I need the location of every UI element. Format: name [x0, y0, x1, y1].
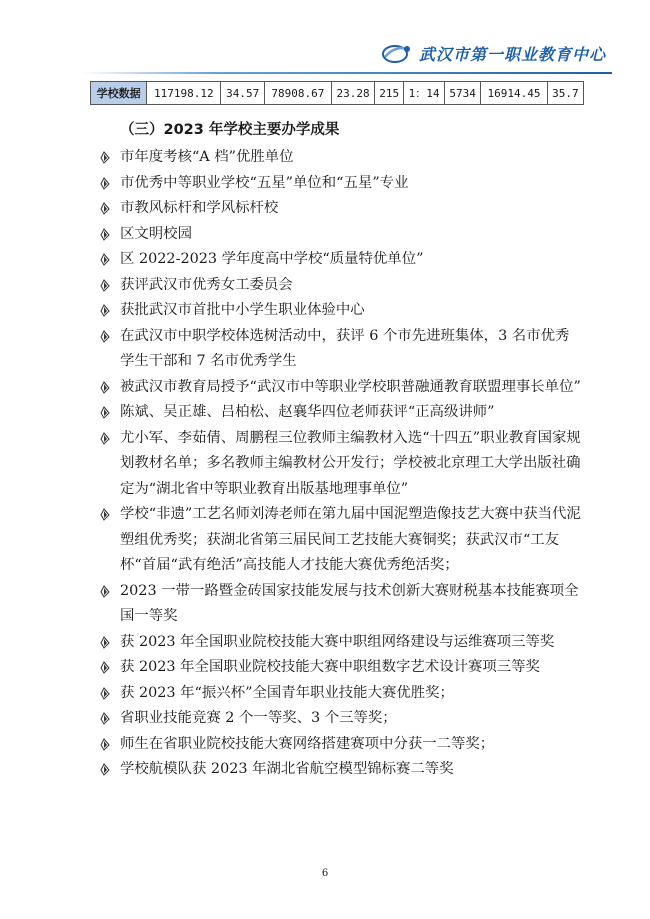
achievement-text: 省职业技能竞赛 2 个一等奖、3 个三等奖； — [120, 710, 397, 726]
achievement-text: 尤小军、李茹倩、周鹏程三位教师主编教材入选“十四五”职业教育国家规划教材名单；多名教师主编教材公开发行；学校被北京理工大学出版社确定为“湖北省中等职业教育出版基地理事单位” — [120, 429, 581, 497]
table-cell: 23.28 — [331, 82, 375, 105]
diamond-bullet-icon — [99, 330, 111, 343]
list-item — [0, 681, 582, 707]
list-item — [0, 375, 582, 401]
table-cell: 34.57 — [221, 82, 265, 105]
diamond-bullet-icon — [99, 738, 111, 751]
diamond-bullet-icon — [99, 151, 111, 164]
diamond-bullet-icon — [99, 381, 111, 394]
table-row — [91, 82, 584, 105]
achievement-text: 学校“非遗”工艺名师刘涛老师在第九届中国泥塑造像技艺大赛中获当代泥塑组优秀奖；获湖北省第三届民间工艺技能大赛铜奖；获武汉市“工友杯“首届“武有绝活”高技能人才技能大赛优秀绝活奖； — [120, 506, 581, 573]
diamond-bullet-icon — [99, 304, 111, 317]
table-cell: 215 — [375, 82, 404, 105]
list-item — [0, 247, 582, 273]
list-item — [0, 502, 582, 579]
achievement-text: 被武汉市教育局授予“武汉市中等职业学校职普融通教育联盟理事长单位” — [120, 378, 581, 395]
table-cell: 117198.12 — [147, 82, 221, 105]
diamond-bullet-icon — [99, 585, 111, 598]
list-item — [0, 324, 582, 375]
page-number: 6 — [321, 868, 329, 879]
table-row-header: 学校数据 — [91, 82, 147, 105]
achievement-text: 获 2023 年全国职业院校技能大赛中职组网络建设与运维赛项三等奖 — [120, 633, 555, 650]
list-item — [0, 222, 582, 248]
achievement-text: 区 2022-2023 学年度高中学校“质量特优单位” — [120, 251, 424, 267]
diamond-bullet-icon — [99, 228, 111, 241]
diamond-bullet-icon — [99, 508, 111, 521]
achievement-text: 获 2023 年全国职业院校技能大赛中职组数字艺术设计赛项三等奖 — [120, 659, 540, 675]
diamond-bullet-icon — [99, 279, 111, 292]
school-data-table — [90, 81, 584, 105]
achievement-text: 在武汉市中职学校体选树活动中，获评 6 个市先进班集体，3 名市优秀学生干部和 7 名市优秀学生 — [120, 327, 570, 369]
list-item — [0, 196, 582, 222]
list-item — [0, 273, 582, 299]
list-item — [0, 732, 582, 758]
school-emblem-icon — [381, 41, 413, 65]
table-cell: 35.7 — [547, 82, 583, 105]
list-item — [0, 171, 582, 197]
list-item — [0, 630, 582, 656]
achievement-text: 市优秀中等职业学校“五星”单位和“五星”专业 — [120, 174, 409, 191]
table-cell: 16914.45 — [481, 82, 548, 105]
achievement-text: 获评武汉市优秀女工委员会 — [120, 276, 293, 293]
achievement-text: 2023 一带一路暨金砖国家技能发展与技术创新大赛财税基本技能赛项全国一等奖 — [120, 582, 579, 624]
header-divider — [82, 72, 612, 74]
page-header — [381, 36, 606, 70]
diamond-bullet-icon — [99, 763, 111, 776]
list-item — [0, 655, 582, 681]
achievement-text: 市教风标杆和学风标杆校 — [120, 200, 279, 216]
list-item — [0, 298, 582, 324]
achievement-text: 陈斌、吴正雄、吕柏松、赵襄华四位老师获评“正高级讲师” — [120, 404, 495, 420]
table-cell: 1：14 — [403, 82, 444, 105]
list-item — [0, 400, 582, 426]
diamond-bullet-icon — [99, 687, 111, 700]
achievement-text: 学校航模队获 2023 年湖北省航空模型锦标赛二等奖 — [120, 761, 454, 777]
diamond-bullet-icon — [99, 202, 111, 215]
achievement-text: 师生在省职业院校技能大赛网络搭建赛项中分获一二等奖； — [120, 735, 495, 752]
list-item — [0, 145, 582, 171]
diamond-bullet-icon — [99, 253, 111, 266]
diamond-bullet-icon — [99, 177, 111, 190]
list-item — [0, 706, 582, 732]
list-item — [0, 426, 582, 503]
section-title: （三）2023 年学校主要办学成果 — [120, 122, 340, 138]
school-logo-text: 武汉市第一职业教育中心 — [418, 44, 606, 64]
achievement-list — [0, 145, 650, 783]
diamond-bullet-icon — [99, 661, 111, 674]
achievement-text: 区文明校园 — [120, 225, 192, 242]
achievement-text: 获批武汉市首批中小学生职业体验中心 — [120, 302, 365, 318]
list-item — [0, 757, 582, 783]
list-item — [0, 579, 582, 630]
diamond-bullet-icon — [99, 636, 111, 649]
diamond-bullet-icon — [99, 712, 111, 725]
diamond-bullet-icon — [99, 432, 111, 445]
table-cell: 5734 — [445, 82, 481, 105]
achievement-text: 获 2023 年“振兴杯”全国青年职业技能大赛优胜奖； — [120, 684, 454, 701]
achievement-text: 市年度考核“A 档”优胜单位 — [120, 149, 294, 165]
diamond-bullet-icon — [99, 406, 111, 419]
table-cell: 78908.67 — [265, 82, 332, 105]
